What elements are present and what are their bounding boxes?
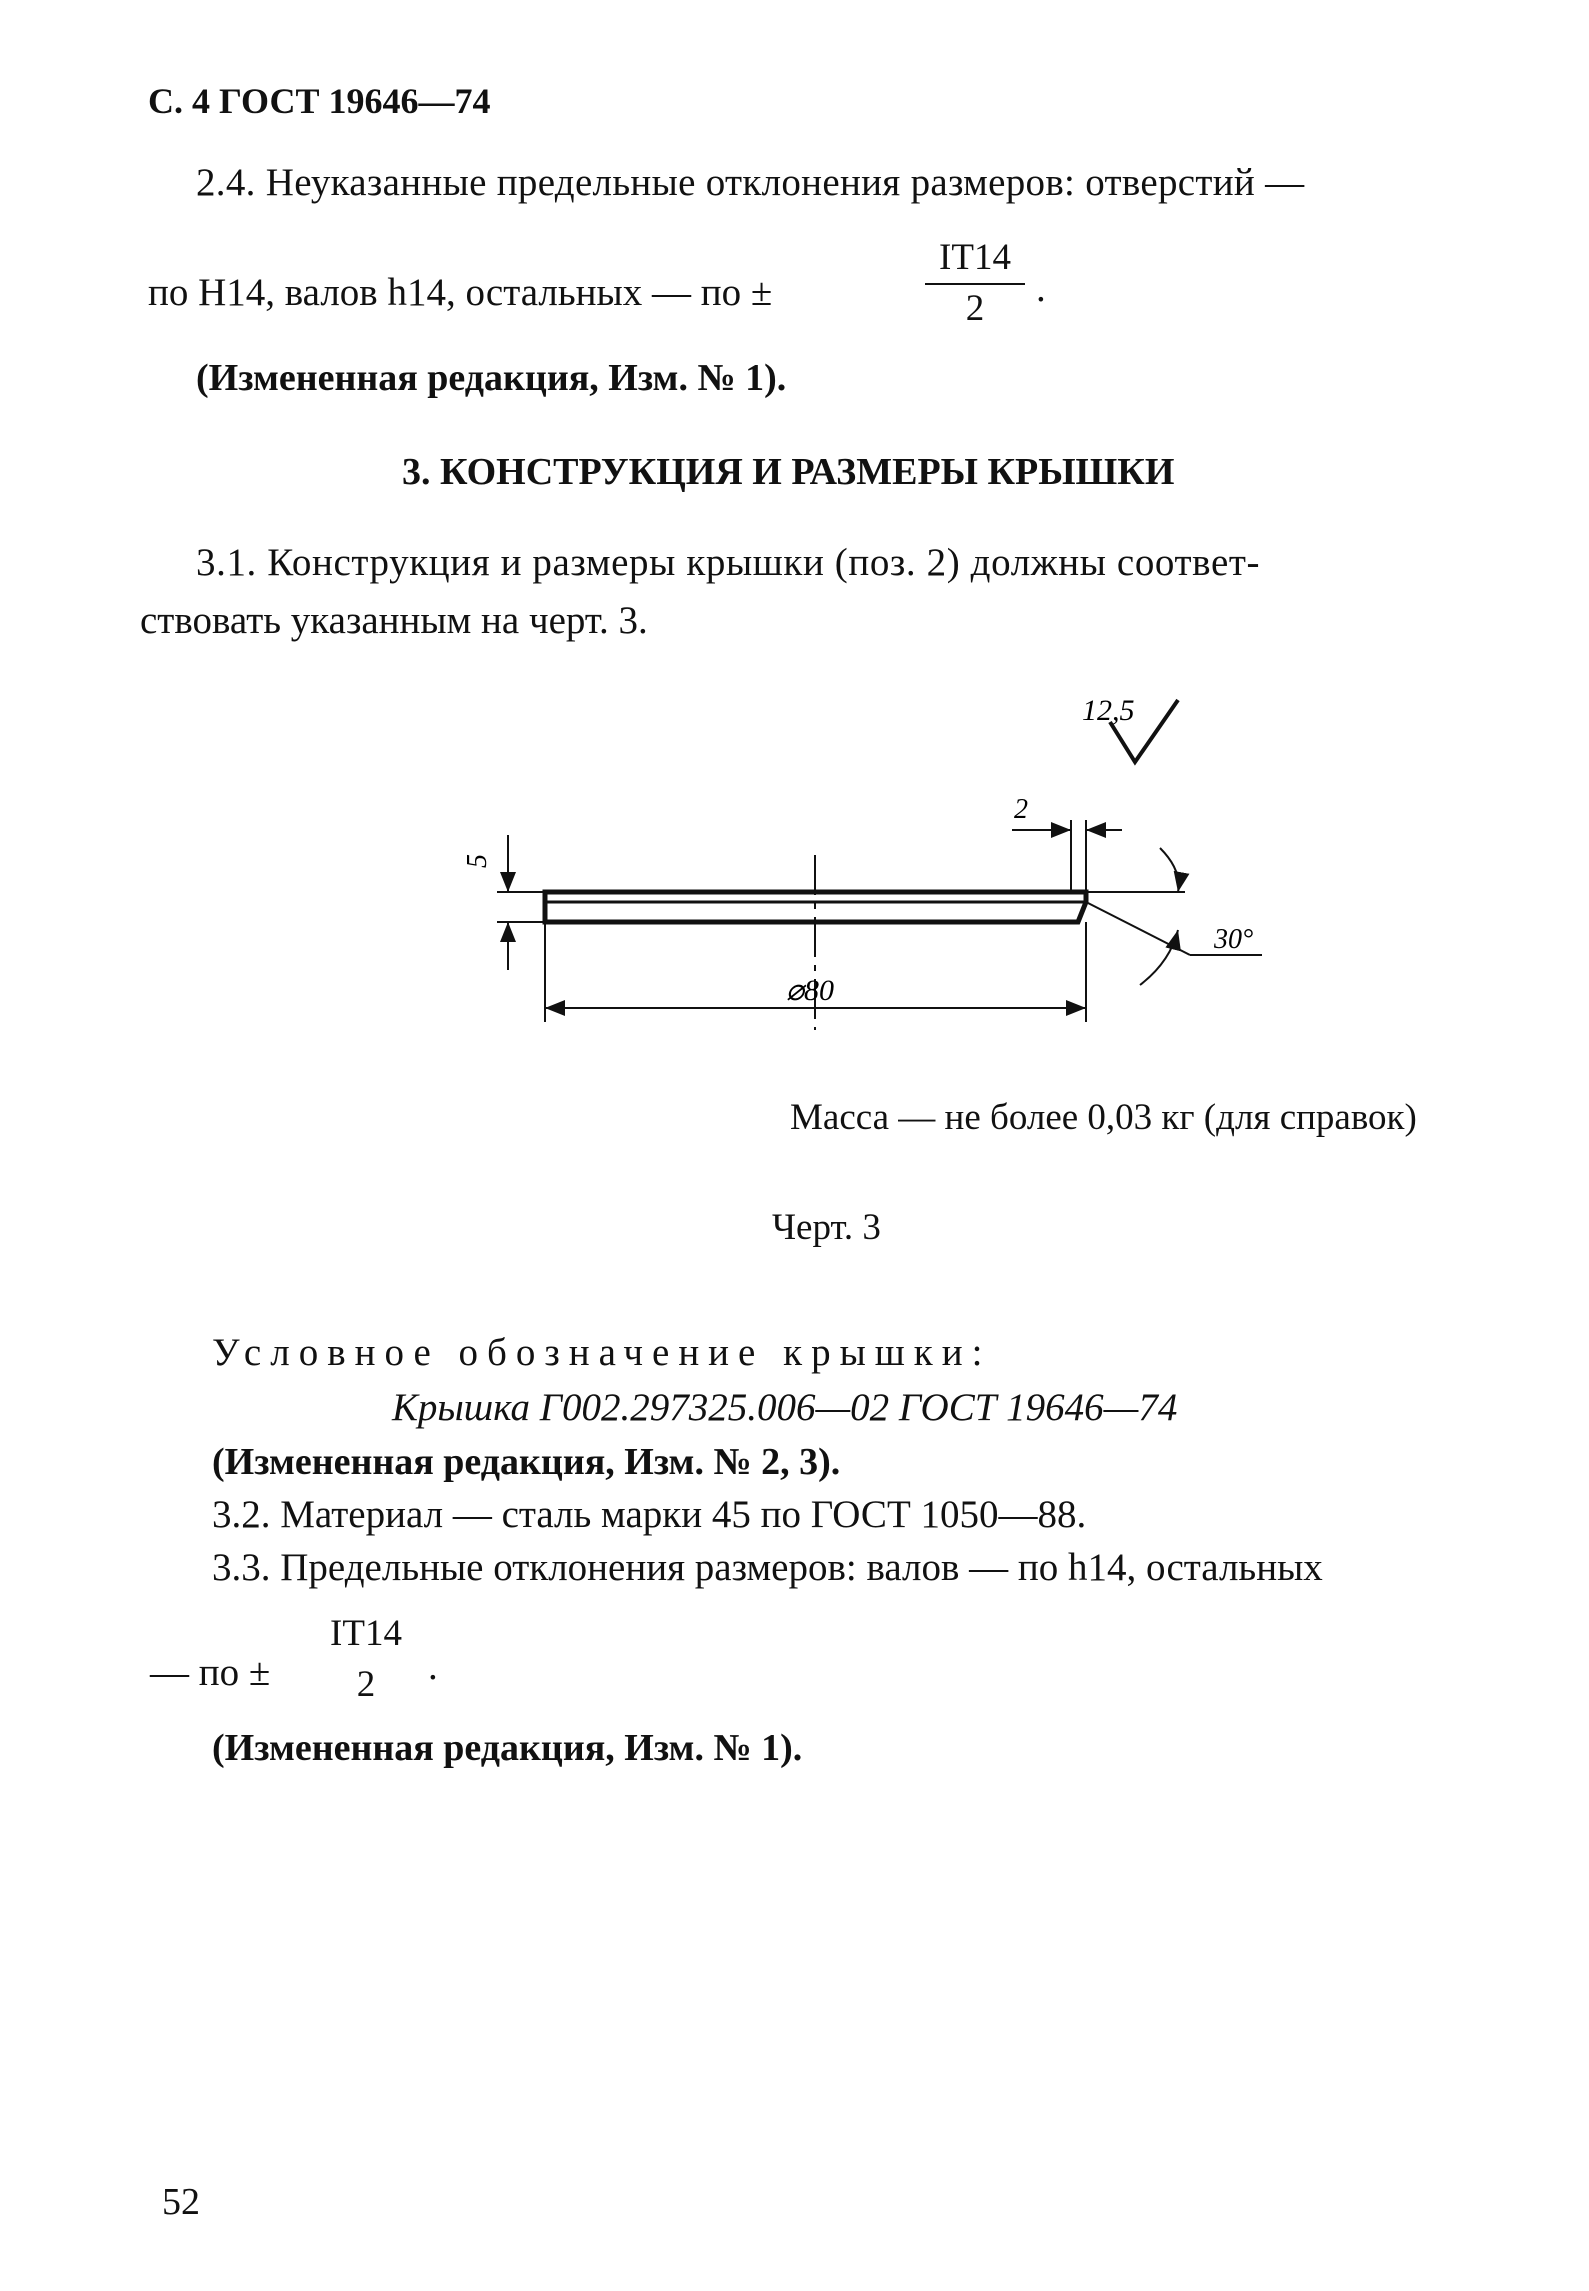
section-3-title: 3. КОНСТРУКЦИЯ И РАЗМЕРЫ КРЫШКИ — [402, 451, 1175, 493]
figure-caption: Черт. 3 — [772, 1207, 881, 1248]
clause-2-4-amendment: (Измененная редакция, Изм. № 1). — [196, 357, 787, 399]
clause-3-3-amendment: (Измененная редакция, Изм. № 1). — [212, 1727, 803, 1769]
thickness-label: 5 — [462, 854, 493, 868]
diameter-label: ⌀80 — [786, 974, 835, 1007]
chamfer-label: 2 — [1014, 794, 1028, 825]
roughness-value: 12,5 — [1082, 694, 1135, 727]
fraction-denominator: 2 — [356, 1664, 376, 1705]
angle-label: 30° — [1214, 924, 1254, 955]
fraction-numerator: IT14 — [939, 237, 1011, 278]
fraction-denominator: 2 — [965, 288, 985, 329]
clause-3-3-period: . — [428, 1645, 438, 1688]
clause-3-1-line2: ствовать указанным на черт. 3. — [140, 599, 648, 642]
designation-amendment: (Измененная редакция, Изм. № 2, 3). — [212, 1441, 841, 1483]
clause-3-3-line1: 3.3. Предельные отклонения размеров: валов — по h14, остальных — [212, 1546, 1323, 1589]
page-header: С. 4 ГОСТ 19646—74 — [148, 81, 491, 121]
fraction-numerator: IT14 — [330, 1613, 402, 1654]
clause-3-2: 3.2. Материал — сталь марки 45 по ГОСТ 1050—88. — [212, 1493, 1087, 1536]
cover-drawing — [0, 0, 1589, 1100]
clause-3-3-line2: — по ± — [150, 1651, 271, 1694]
designation-example: Крышка Г002.297325.006—02 ГОСТ 19646—74 — [392, 1386, 1178, 1429]
designation-label: Условное обозначение крышки: — [212, 1331, 992, 1374]
clause-2-4-period: . — [1036, 267, 1046, 310]
clause-2-4-line1: 2.4. Неуказанные предельные отклонения размеров: отверстий — — [196, 161, 1305, 204]
page-number: 52 — [162, 2181, 200, 2223]
clause-2-4-line2: по Н14, валов h14, остальных — по ± — [148, 271, 773, 314]
clause-3-3-fraction — [318, 1612, 414, 1706]
clause-3-1-line1: 3.1. Конструкция и размеры крышки (поз. 2) должны соответ- — [196, 541, 1261, 584]
angle-arrow-top — [1160, 848, 1179, 892]
mass-note: Масса — не более 0,03 кг (для справок) — [790, 1097, 1417, 1138]
fraction-bar — [318, 1659, 414, 1661]
